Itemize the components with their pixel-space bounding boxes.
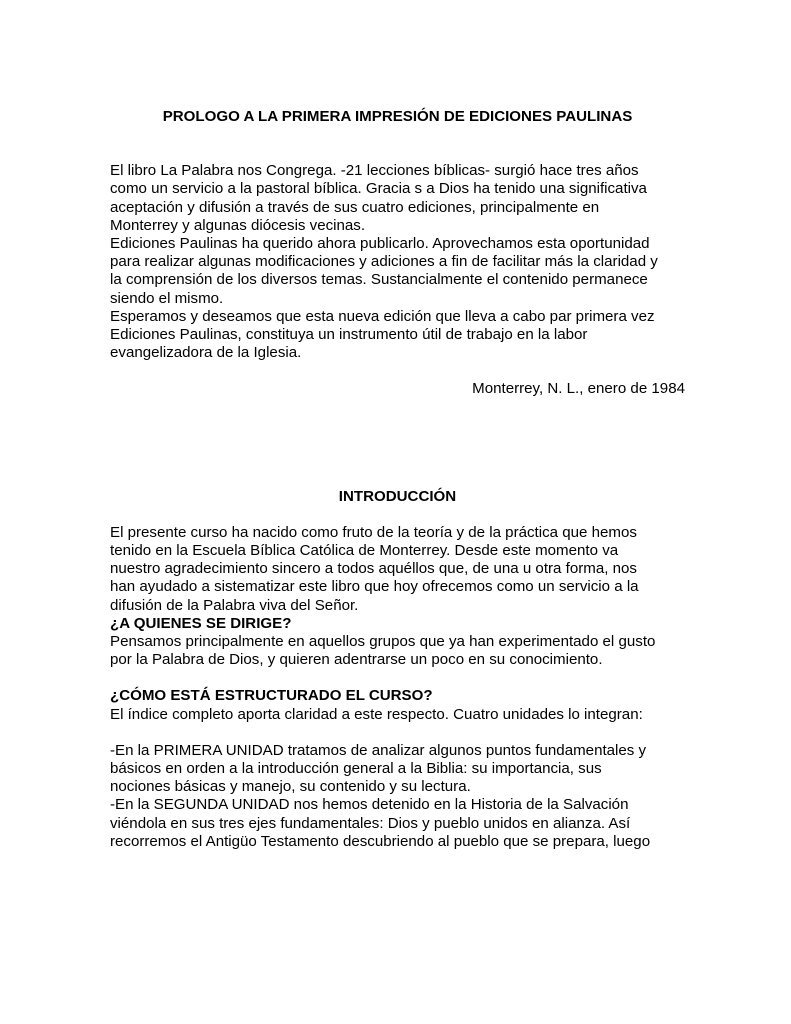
text-line: han ayudado a sistematizar este libro que hoy ofrecemos como un servicio a la <box>110 578 639 596</box>
text-line: Ediciones Paulinas ha querido ahora publicarlo. Aprovechamos esta oportunidad <box>110 235 650 253</box>
text-line: como un servicio a la pastoral bíblica. Gracia s a Dios ha tenido una significativa <box>110 180 647 198</box>
introduction-heading: INTRODUCCIÓN <box>338 487 457 505</box>
text-line: Esperamos y deseamos que esta nueva edición que lleva a cabo par primera vez <box>110 307 655 325</box>
text-line: la comprensión de los diversos temas. Sustancialmente el contenido permanece <box>110 271 648 289</box>
text-line: nociones básicas y manejo, su contenido y su lectura. <box>110 778 471 796</box>
text-line: Ediciones Paulinas, constituya un instrumento útil de trabajo en la labor <box>110 326 588 344</box>
prologue-paragraph-1 <box>110 162 685 235</box>
text-line: nuestro agradecimiento sincero a todos aquéllos que, de una u otra forma, nos <box>110 560 637 578</box>
prologue-paragraph-2 <box>110 235 685 308</box>
text-line: evangelizadora de la Iglesia. <box>110 344 302 362</box>
text-line: Pensamos principalmente en aquellos grupos que ya han experimentado el gusto <box>110 633 656 651</box>
text-line: por la Palabra de Dios, y quieren adentrarse un poco en su conocimiento. <box>110 651 603 669</box>
text-line: Monterrey y algunas diócesis vecinas. <box>110 216 366 234</box>
unit-1-paragraph <box>110 742 685 797</box>
text-line: básicos en orden a la introducción general a la Biblia: su importancia, sus <box>110 760 602 778</box>
text-line: El libro La Palabra nos Congrega. -21 lecciones bíblicas- surgió hace tres años <box>110 162 639 180</box>
text-line: recorremos el Antigüo Testamento descubriendo al pueblo que se prepara, luego <box>110 832 651 850</box>
text-line: para realizar algunas modificaciones y adiciones a fin de facilitar más la claridad y <box>110 253 658 271</box>
unit-2-paragraph <box>110 796 685 851</box>
text-line: -En la SEGUNDA UNIDAD nos hemos detenido en la Historia de la Salvación <box>110 796 629 814</box>
text-line: El índice completo aporta claridad a este respecto. Cuatro unidades lo integran: <box>110 705 643 723</box>
text-line: siendo el mismo. <box>110 289 224 307</box>
text-line: El presente curso ha nacido como fruto de la teoría y de la práctica que hemos <box>110 523 637 541</box>
text-line: viéndola en sus tres ejes fundamentales: Dios y pueblo unidos en alianza. Así <box>110 814 631 832</box>
section-heading: ¿CÓMO ESTÁ ESTRUCTURADO EL CURSO? <box>110 687 433 705</box>
section-heading: ¿A QUIENES SE DIRIGE? <box>110 614 292 632</box>
prologue-heading: PROLOGO A LA PRIMERA IMPRESIÓN DE EDICIONES PAULINAS <box>162 108 633 125</box>
page-content <box>110 108 685 851</box>
section-structure <box>110 687 685 723</box>
prologue-paragraph-3 <box>110 308 685 363</box>
text-line: -En la PRIMERA UNIDAD tratamos de analizar algunos puntos fundamentales y <box>110 741 647 759</box>
text-line: difusión de la Palabra viva del Señor. <box>110 596 359 614</box>
introduction-paragraph-1 <box>110 524 685 615</box>
section-audience <box>110 615 685 670</box>
prologue-signature: Monterrey, N. L., enero de 1984 <box>472 380 685 398</box>
text-line: aceptación y difusión a través de sus cuatro ediciones, principalmente en <box>110 198 600 216</box>
text-line: tenido en la Escuela Bíblica Católica de Monterrey. Desde este momento va <box>110 542 619 560</box>
